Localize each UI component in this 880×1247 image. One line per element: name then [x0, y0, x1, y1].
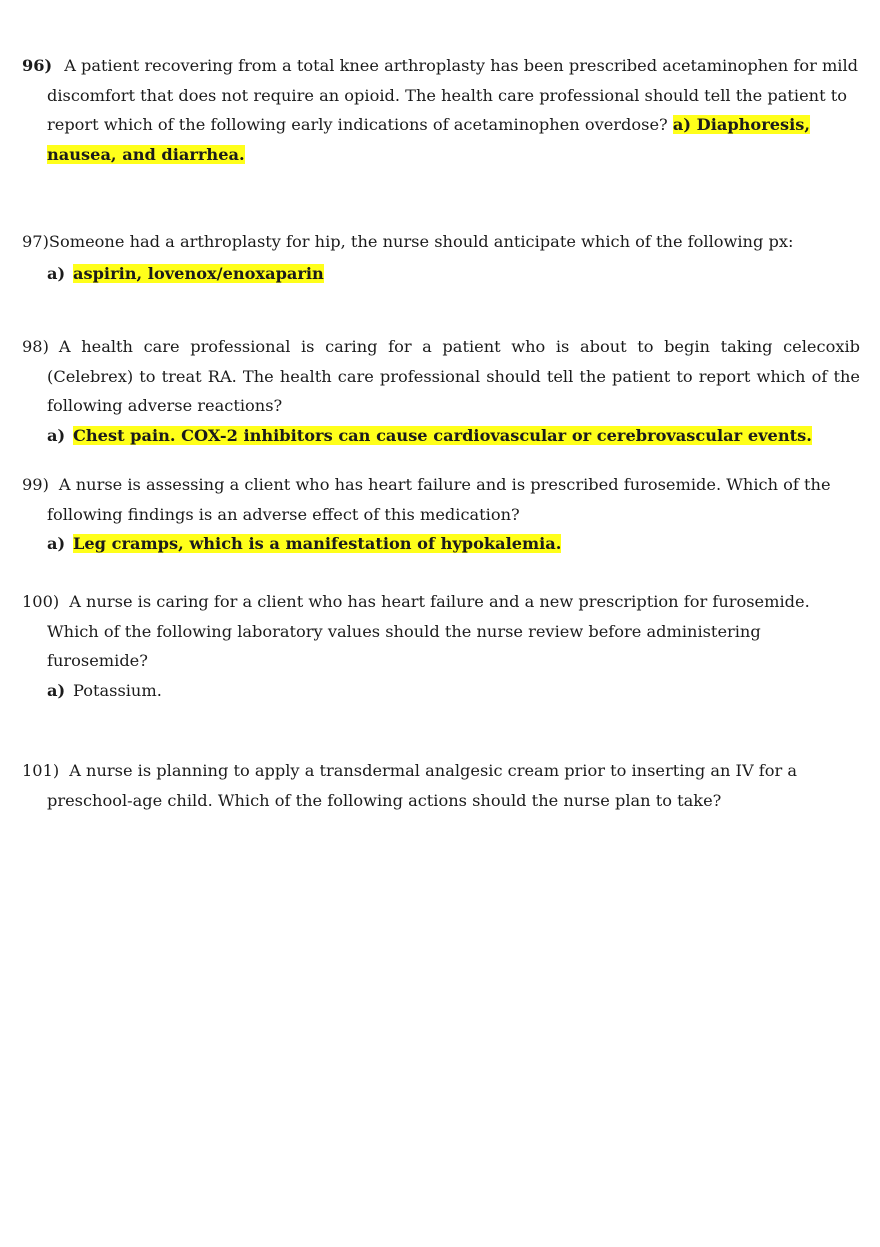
question-97-answer-text: aspirin, lovenox/enoxaparin — [73, 263, 324, 283]
question-98-paragraph — [22, 332, 860, 421]
question-97-number: 97) — [22, 232, 49, 251]
question-98 — [22, 332, 860, 451]
question-98-answer-letter: a) — [47, 425, 66, 445]
question-98-answer — [22, 421, 860, 451]
question-99-paragraph — [22, 470, 860, 529]
question-100-text-line3: furosemide? — [47, 651, 148, 670]
question-97-answer-letter: a) — [47, 263, 66, 283]
question-98-text: A health care professional is caring for a patient who is about to begin taking celecoxib (Celebrex) to treat RA. The health care professional should tell the patient to report which of the following adverse reactions? — [47, 337, 860, 415]
question-101-number: 101) — [22, 761, 60, 780]
question-100-paragraph — [22, 587, 860, 676]
question-101-paragraph — [22, 756, 860, 815]
question-98-number: 98) — [22, 337, 49, 356]
question-96 — [22, 51, 860, 169]
question-97-answer — [22, 259, 860, 289]
question-97 — [22, 227, 860, 289]
question-99-text-line2: following findings is an adverse effect of this medication? — [47, 504, 520, 524]
question-98-answer-text: Chest pain. COX-2 inhibitors can cause cardiovascular or cerebrovascular events. — [73, 425, 812, 445]
question-101-text: A nurse is planning to apply a transdermal analgesic cream prior to inserting an IV for a preschool-age child. Which of the following actions should the nurse plan to take? — [47, 761, 798, 810]
question-100-number: 100) — [22, 592, 60, 611]
question-100-answer-letter: a) — [47, 680, 66, 700]
question-97-paragraph — [22, 227, 860, 257]
question-99-number: 99) — [22, 475, 49, 494]
question-96-paragraph — [22, 51, 860, 169]
question-99-answer-letter: a) — [47, 534, 66, 553]
question-99-answer-text: Leg cramps, which is a manifestation of hypokalemia. — [73, 534, 562, 553]
question-96-number: 96) — [22, 56, 53, 75]
question-100-text-line2: Which of the following laboratory values should the nurse review before administering — [47, 621, 761, 641]
question-100 — [22, 587, 860, 706]
question-100-text-line1: A nurse is caring for a client who has heart failure and a new prescription for furosemide. — [69, 592, 810, 611]
question-96-answer: a) Diaphoresis, nausea, and diarrhea. — [47, 115, 811, 164]
question-100-answer-text: Potassium. — [73, 680, 162, 700]
question-99-text-line1: A nurse is assessing a client who has heart failure and is prescribed furosemide. Which of the — [58, 475, 831, 494]
question-96-text: A patient recovering from a total knee arthroplasty has been prescribed acetaminophen for mild discomfort that does not require an opioid. The health care professional should tell the patient to report which of the following early indications of acetaminophen overdose? — [47, 56, 859, 134]
question-97-text: Someone had a arthroplasty for hip, the nurse should anticipate which of the following px: — [48, 232, 794, 251]
question-101 — [22, 756, 860, 815]
question-99 — [22, 470, 860, 559]
question-99-answer — [22, 529, 860, 559]
question-100-answer — [22, 676, 860, 706]
